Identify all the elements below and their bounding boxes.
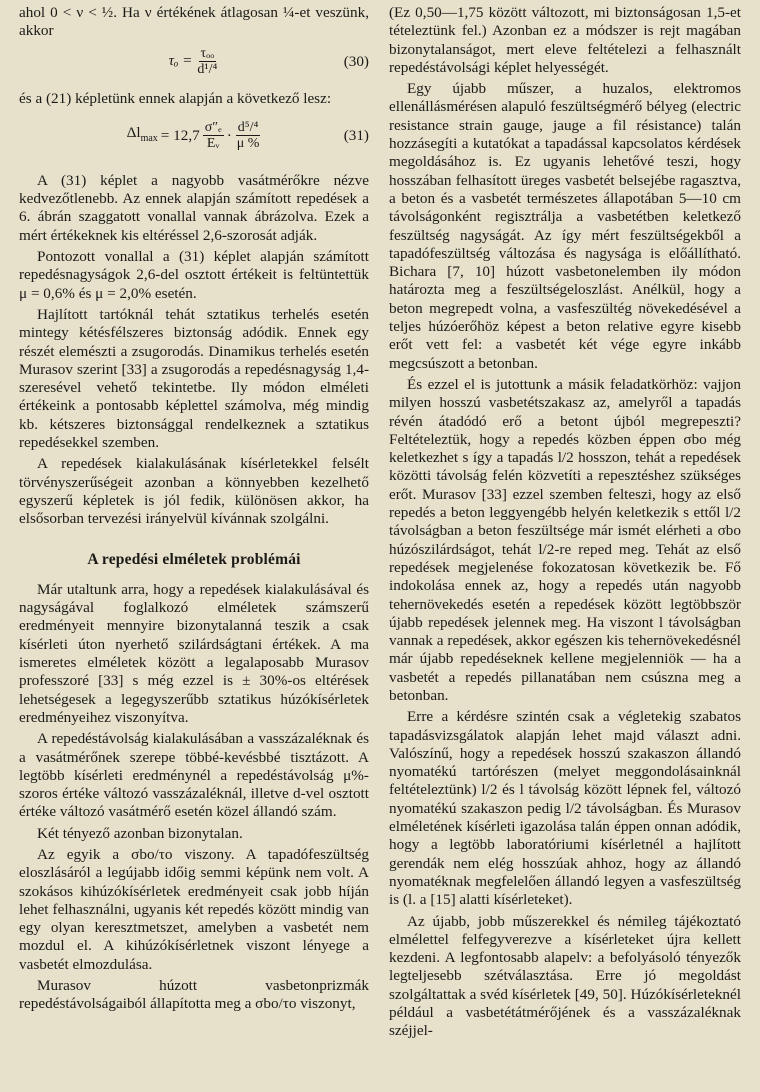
equation-number: (31): [343, 126, 369, 144]
paragraph: Két tényező azonban bizonytalan.: [37, 824, 243, 842]
right-column: [389, 4, 741, 1044]
equation-lhs: $\Delta l_{max}$: [126, 123, 158, 144]
equation-dot: ·: [226, 126, 232, 144]
paragraph: A (31) képlet a nagyobb vasátmérőkre nézve kedvezőtlenebb. Az ennek alapján számított repedések a 6. ábrán szaggatott vonallal vannak ábrázolva. Ezek a mért értékeknek kis eltéréssel 2,6-szorosát adják.: [19, 171, 369, 244]
paragraph: (Ez 0,50—1,75 között változott, mi biztonságosan 1,5-et tételeztünk fel.) Azonban ez a módszer is rejt magában bizonytalanságot, mert eleve feltételezi a felhasznált repedéstávolsági képlet helyességét.: [389, 4, 741, 76]
paragraph: Egy újabb műszer, a huzalos, elektromos ellenállásmérésen alapuló feszültségmérő bélyeg (electric resistance strain gauge, jauge a fil résistance) talán hozzásegíti a kutatókat a tapadással kapcsolatos kérdések megoldásához is. Ez ugyanis lehetővé teszi, hogy hosszában felhasított üreges vasbetét belsejébe ragasztva, a beton és a vasbetét természetes állapotában 5—10 cm távolságonként regisztrálja a vasbetétben keletkező feszültség nagyságát. Az így mért feszültségekből a tapadófeszültség változása és nagysága is előállítható. Bichara [7, 10] húzott vasbetonelemben ily módon határozta meg a feszültségeloszlást. Anélkül, hogy a beton megrepedt volna, a vasfeszültég növekedésével a teljes húzóerőhöz képest a beton relative egyre kisebb erőt vett fel: a vasbetét két vége egyre inkább megcsúszott a betonban.: [389, 80, 741, 372]
equation-fraction: [235, 120, 262, 151]
paragraph: Erre a kérdésre szintén csak a végletekig szabatos tapadásvizsgálatok alapján lehet majd választ adni. Valószínű, hogy a repedések hosszú szakaszon állandó nyomatékú tartórészen (melyet meggondolásainknál feltételeztünk) l/2 és l távolság között lépnek fel, változó nyomatékú szakaszon pedig l/2 távolságban. És Murasov elméletének kísérleti igazolása talán éppen onnan adódik, hogy a legtöbb laboratóriumi kísérletnél a hajlított gerendák nem elég hosszúak ahhoz, hogy az állandó nyomatéknak megfelelően állandó legyen a vasfeszültség is (l. a [15] alatti kísérleteket).: [389, 708, 741, 909]
equation-coefficient: = 12,7: [160, 126, 200, 144]
left-column: [19, 4, 369, 1017]
fraction-denominator: d¹/⁴: [197, 62, 218, 78]
fraction-denominator: μ %: [236, 136, 260, 152]
paragraph: A repedések kialakulásának kísérletekkel felsélt törvényszerűségeit azonban a könnyebben kezelhető egyszerű képletek is jól fedik, különösen akkor, ha elsősorban tervezési irányelvül kívánnak szolgálni.: [19, 455, 369, 528]
equation-fraction: [195, 46, 219, 77]
fraction-numerator: σ″ₑ: [204, 120, 222, 136]
equation-number: (30): [343, 52, 369, 70]
paragraph: Murasov húzott vasbetonprizmák repedéstávolságaiból állapította meg a σbo/τo viszonyt,: [19, 977, 369, 1013]
fraction-numerator: d⁵/⁴: [237, 120, 259, 136]
paragraph: Hajlított tartóknál tehát sztatikus terhelés esetén mintegy kétésfélszeres biztonság adódik. Ennek egy részét elemészti a zsugorodás. Dinamikus terhelés esetén Murasov szerint [33] a zsugorodás a repedésnagyság 1,4-szeresével vehető tekintetbe. Ily módon elméleti értékeink a pontosabb képlettel számolva, még mindig kb. kétszeres biztonsággal rendelkeznek a sztatikus repedésekkel szemben.: [19, 305, 369, 452]
equation-30: [19, 44, 369, 80]
equation-lhs: τₒ =: [168, 52, 193, 70]
paragraph: A repedéstávolság kialakulásában a vasszázaléknak és a vasátmérőnek szerepe többé-kevésbbé tisztázott. A legtöbb kísérleti eredménynél a repedéstávolság μ%-szoros értéke változó vasszázaléknál, illetve d-vel osztott értéke változó vasátmérő esetén közel állandó szám.: [19, 730, 369, 821]
paragraph: Már utaltunk arra, hogy a repedések kialakulásával és nagyságával foglalkozó elméletek számszerű eredményeit mennyire bizonytalanná teszik a csak kísérleti úton nyerhető szilárdságtani értékek. A ma ismeretes elméletek között a legalaposabb Murasov professzoré [33] s még ezzel is ± 30%-os eltérések lehetségesek a legegyszerűbb sztatikus húzókísérletek eredményeihez viszonyítva.: [19, 580, 369, 726]
paragraph: Az egyik a σbo/τo viszony. A tapadófeszültség eloszlásáról a legújabb időig semmi képünk nem volt. A szokásos kihúzókísérletek eredményeit csak jobb híján lehet felhasználni, ugyanis két repedés között mindig van egy olyan keresztmetszet, amelyben a vasbetét nem mozdul el. A kihúzókísérletnek viszont lényege a vasbetét elmozdulása.: [19, 845, 369, 973]
paragraph: Pontozott vonallal a (31) képlet alapján számított repedésnagyságok 2,6-del osztott értékeit is feltüntettük μ = 0,6% és μ = 2,0% esetén.: [19, 248, 369, 302]
paragraph: És ezzel el is jutottunk a másik feladatkörhöz: vajjon milyen hosszú vasbetétszakasz az, amelyről a tapadás révén átadódó erő a betont újból megrepeszti? Feltételeztük, hogy a repedés közben éppen σbo még keletkezhet s így a tapadás l/2 hosszon, tehát a repedések közötti távolság felén közvetíti a repesztéshez szükséges erőt. Murasov [33] ezzel szemben felteszi, hogy az első repedés a beton leggyengébb helyén keletkezik s ettől l/2 távolságban a beton feszültsége már ismét elérheti a σbo húzószilárdságot, tehát l/2-re reped meg. Tehát az első repedések megjelenése fokozatosan következik be. Fő indokolása ennek az, hogy a repedés után nagyobb tehernövekedés esetén a repedések között legtöbbször újabb repedések jelennek meg. Ha viszont l távolságban vannak a repedések, akkor egészen kis tehernövekedésnél már újabb repedéseknek kellene megjelenniök — ha a vasbetét a repedés pillanatában nem csúszna meg a betonban.: [389, 375, 741, 704]
paragraph: ahol 0 < ν < ½. Ha ν értékének átlagosan ¼-et veszünk, akkor: [19, 4, 369, 40]
paragraph: Az újabb, jobb műszerekkel és némileg tájékoztató elmélettel felfegyverezve a kísérleteket újra kellett kezdeni. A legfontosabb alapelv: a befolyásoló tényezők legteljesebb szétválasztása. Erre jó megoldást szolgáltattak a svéd kísérletek [49, 50]. Húzókísérleteknél például a vasbetétátmérőjének és a vasszázaléknak széjjel-: [389, 912, 741, 1040]
fraction-numerator: τₒₒ: [200, 46, 215, 62]
equation-31: [19, 112, 369, 160]
fraction-denominator: Eᵥ: [206, 136, 220, 152]
equation-fraction: [203, 120, 224, 151]
section-heading: A repedési elméletek problémái: [87, 550, 301, 568]
paragraph: és a (21) képletünk ennek alapján a következő lesz:: [19, 89, 332, 107]
